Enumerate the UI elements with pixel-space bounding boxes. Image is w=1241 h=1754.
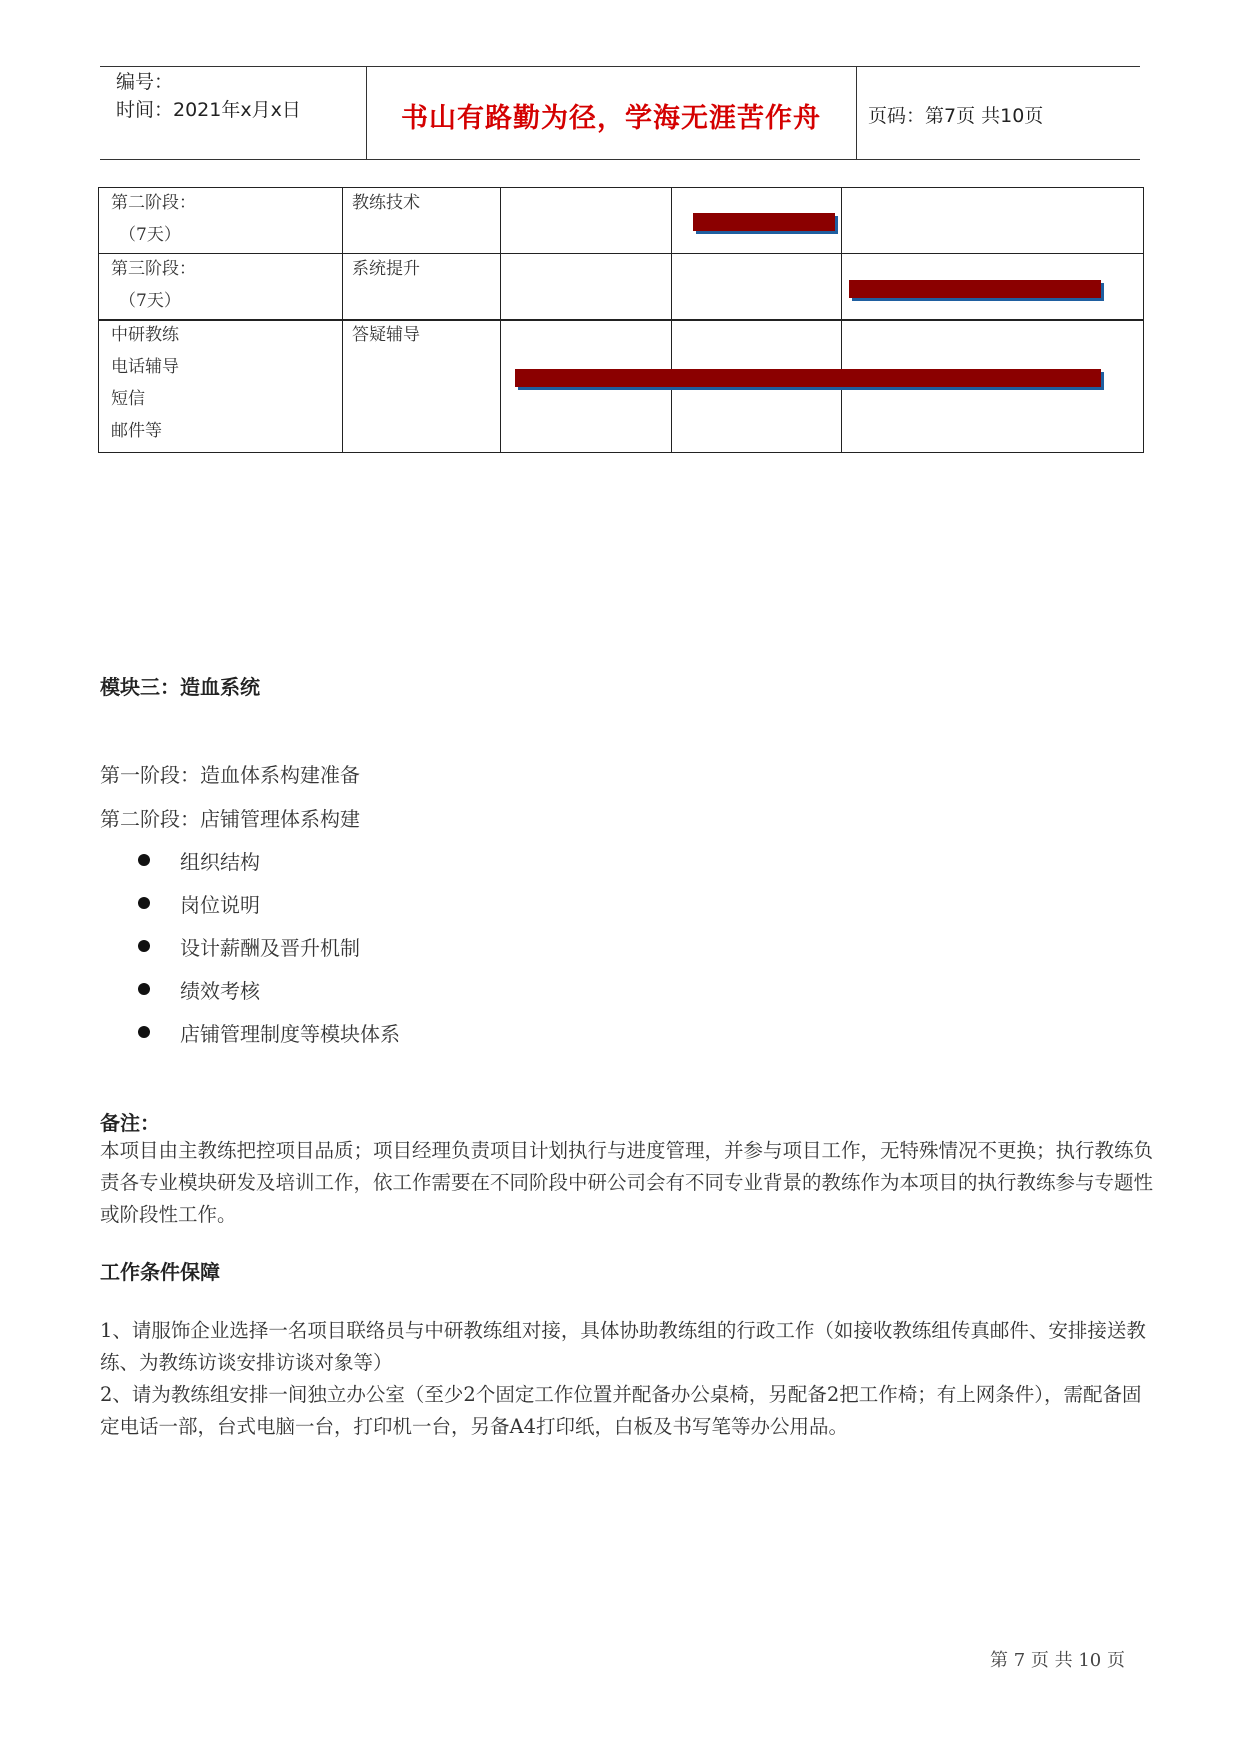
gantt-bar-support (515, 369, 1101, 387)
stage-label: 第二阶段： (111, 193, 196, 213)
module3-title: 模块三：造血系统 (100, 675, 260, 699)
gantt-bar-stage2 (693, 213, 835, 231)
header-top-rule (100, 66, 1140, 67)
list-item-text: 组织结构 (180, 850, 260, 874)
list-item-text: 岗位说明 (180, 893, 260, 917)
stage-duration: （7天） (119, 225, 181, 245)
conditions-item-1: 1、请服饰企业选择一名项目联络员与中研教练组对接，具体协助教练组的行政工作（如接收教练组传真邮件、安排接送教练、为教练访谈安排访谈对象等） (100, 1319, 1146, 1374)
bullet-icon (138, 897, 150, 909)
stage-content: 教练技术 (352, 193, 420, 213)
table-row (111, 319, 179, 447)
stage-duration: （7天） (119, 291, 181, 311)
header-time-label: 时间：2021年x月x日 (116, 99, 301, 121)
stage-line: 电话辅导 (111, 357, 179, 377)
header-motto: 书山有路勤为径，学海无涯苦作舟 (401, 103, 821, 134)
table-col-divider (841, 188, 842, 452)
table-col-divider (342, 188, 343, 452)
bullet-icon (138, 940, 150, 952)
stage-line: 中研教练 (111, 325, 179, 345)
header-divider-right (856, 66, 857, 160)
list-item (138, 889, 260, 918)
header-page-label: 页码：第7页 共10页 (868, 105, 1044, 127)
conditions-item-2: 2、请为教练组安排一间独立办公室（至少2个固定工作位置并配备办公桌椅，另配备2把工作椅；有上网条件），需配备固定电话一部，台式电脑一台，打印机一台，另备A4打印纸，白板及书写笔等办公用品。 (100, 1383, 1142, 1438)
page-footer: 第 7 页 共 10 页 (990, 1650, 1125, 1671)
schedule-table (98, 187, 1144, 453)
module3-stage: 第二阶段：店铺管理体系构建 (100, 807, 360, 831)
table-col-divider (500, 188, 501, 452)
header-bottom-rule (100, 159, 1140, 160)
module3-stage: 第一阶段：造血体系构建准备 (100, 763, 360, 787)
bullet-icon (138, 983, 150, 995)
header-info (116, 68, 301, 124)
stage-line: 邮件等 (111, 421, 162, 441)
list-item-text: 设计薪酬及晋升机制 (180, 936, 360, 960)
conditions-title: 工作条件保障 (100, 1260, 220, 1284)
header-code-label: 编号： (116, 71, 174, 93)
list-item-text: 店铺管理制度等模块体系 (180, 1022, 400, 1046)
stage-label: 第三阶段： (111, 259, 196, 279)
bullet-icon (138, 1026, 150, 1038)
table-col-divider (671, 188, 672, 452)
table-row (111, 187, 196, 251)
list-item (138, 932, 360, 961)
list-item (138, 1018, 400, 1047)
list-item (138, 975, 260, 1004)
stage-line: 短信 (111, 389, 145, 409)
remarks-text: 本项目由主教练把控项目品质；项目经理负责项目计划执行与进度管理，并参与项目工作，无特殊情况不更换；执行教练负责各专业模块研发及培训工作，依工作需要在不同阶段中研公司会有不同专业背景的教练作为本项目的执行教练参与专题性或阶段性工作。 (100, 1139, 1154, 1226)
remarks-title: 备注： (100, 1111, 160, 1135)
table-row (111, 253, 196, 317)
list-item-text: 绩效考核 (180, 979, 260, 1003)
table-row-divider (99, 253, 1143, 254)
table-row-divider (99, 319, 1143, 321)
list-item (138, 846, 260, 875)
bullet-icon (138, 854, 150, 866)
stage-content: 系统提升 (352, 259, 420, 279)
gantt-bar-stage3 (849, 280, 1101, 298)
stage-content: 答疑辅导 (352, 325, 420, 345)
